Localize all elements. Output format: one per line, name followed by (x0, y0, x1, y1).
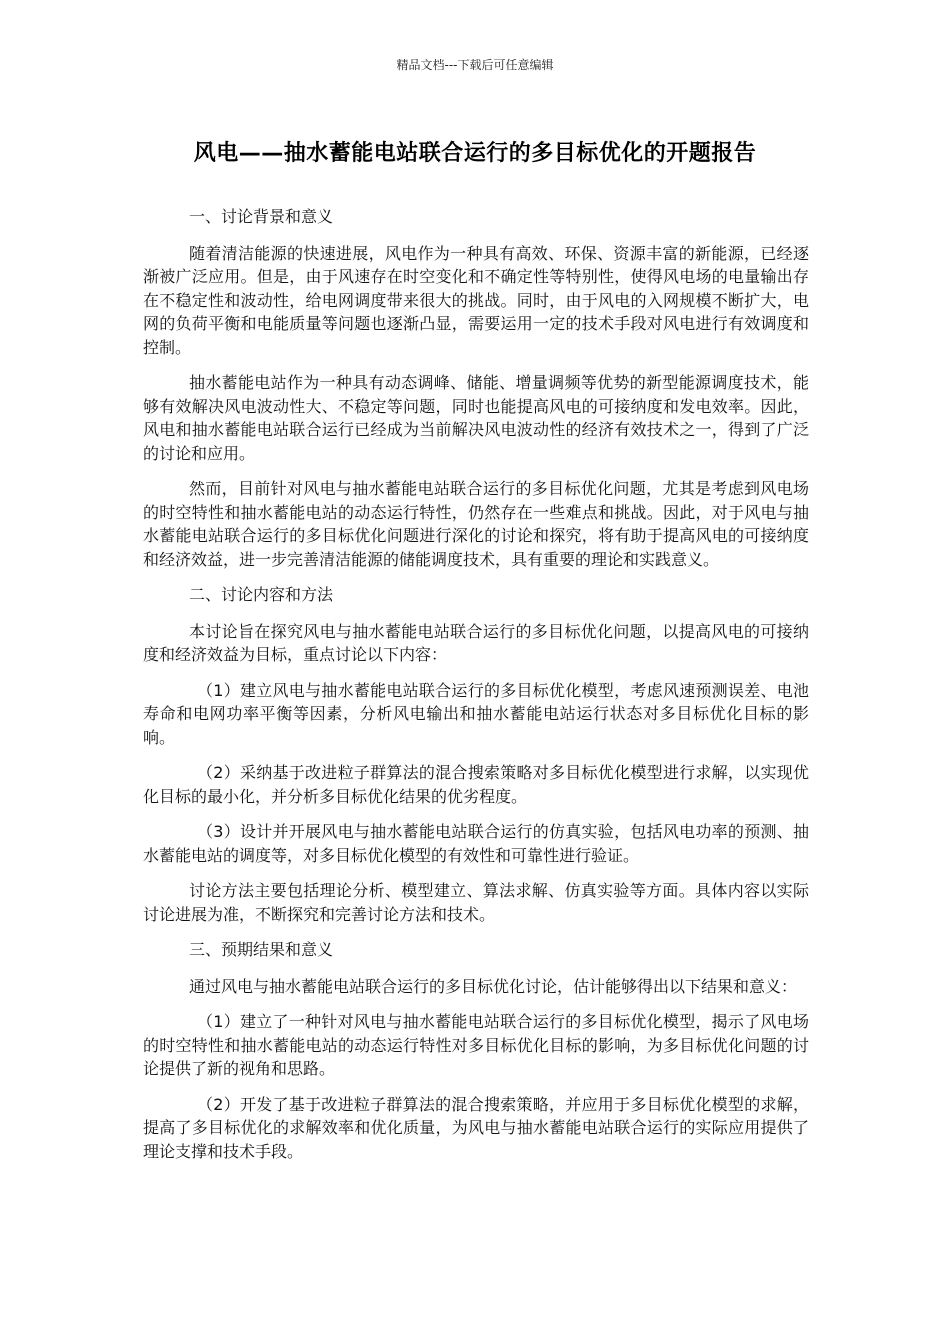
paragraph: 然而，目前针对风电与抽水蓄能电站联合运行的多目标优化问题，尤其是考虑到风电场的时空特性和抽水蓄能电站的动态运行特性，仍然存在一些难点和挑战。因此，对于风电与抽水蓄能电站联合运行的多目标优化问题进行深化的讨论和探究，将有助于提高风电的可接纳度和经济效益，进一步完善清洁能源的储能调度技术，具有重要的理论和实践意义。 (143, 479, 809, 569)
list-item: （1）建立风电与抽水蓄能电站联合运行的多目标优化模型，考虑风速预测误差、电池寿命和电网功率平衡等因素，分析风电输出和抽水蓄能电站运行状态对多目标优化目标的影响。 (143, 680, 809, 747)
document-body (143, 205, 809, 1175)
paragraph: 本讨论旨在探究风电与抽水蓄能电站联合运行的多目标优化问题，以提高风电的可接纳度和经济效益为目标，重点讨论以下内容： (143, 621, 809, 664)
header-note: 精品文档---下载后可任意编辑 (396, 58, 554, 72)
document-title: 风电——抽水蓄能电站联合运行的多目标优化的开题报告 (193, 141, 757, 166)
section-heading-content-methods: 二、讨论内容和方法 (189, 585, 334, 604)
paragraph: 随着清洁能源的快速进展，风电作为一种具有高效、环保、资源丰富的新能源，已经逐渐被广泛应用。但是，由于风速存在时空变化和不确定性等特别性，使得风电场的电量输出存在不稳定性和波动性，给电网调度带来很大的挑战。同时，由于风电的入网规模不断扩大，电网的负荷平衡和电能质量等问题也逐渐凸显，需要运用一定的技术手段对风电进行有效调度和控制。 (143, 243, 809, 357)
paragraph: 通过风电与抽水蓄能电站联合运行的多目标优化讨论，估计能够得出以下结果和意义： (189, 976, 798, 996)
list-item: （2）采纳基于改进粒子群算法的混合搜索策略对多目标优化模型进行求解，以实现优化目标的最小化，并分析多目标优化结果的优劣程度。 (143, 763, 809, 806)
section-heading-background: 一、讨论背景和意义 (189, 207, 334, 226)
list-item: （2）开发了基于改进粒子群算法的混合搜索策略，并应用于多目标优化模型的求解，提高了多目标优化的求解效率和优化质量，为风电与抽水蓄能电站联合运行的实际应用提供了理论支撑和技术手段。 (143, 1094, 809, 1161)
paragraph: 讨论方法主要包括理论分析、模型建立、算法求解、仿真实验等方面。具体内容以实际讨论进展为准，不断探究和完善讨论方法和技术。 (143, 881, 809, 924)
list-item: （3）设计并开展风电与抽水蓄能电站联合运行的仿真实验，包括风电功率的预测、抽水蓄能电站的调度等，对多目标优化模型的有效性和可靠性进行验证。 (143, 822, 809, 865)
section-heading-expected-results: 三、预期结果和意义 (189, 940, 334, 959)
list-item: （1）建立了一种针对风电与抽水蓄能电站联合运行的多目标优化模型，揭示了风电场的时空特性和抽水蓄能电站的动态运行特性对多目标优化目标的影响，为多目标优化问题的讨论提供了新的视角和思路。 (143, 1012, 809, 1078)
paragraph: 抽水蓄能电站作为一种具有动态调峰、储能、增量调频等优势的新型能源调度技术，能够有效解决风电波动性大、不稳定等问题，同时也能提高风电的可接纳度和发电效率。因此，风电和抽水蓄能电站联合运行已经成为当前解决风电波动性的经济有效技术之一，得到了广泛的讨论和应用。 (143, 373, 809, 463)
